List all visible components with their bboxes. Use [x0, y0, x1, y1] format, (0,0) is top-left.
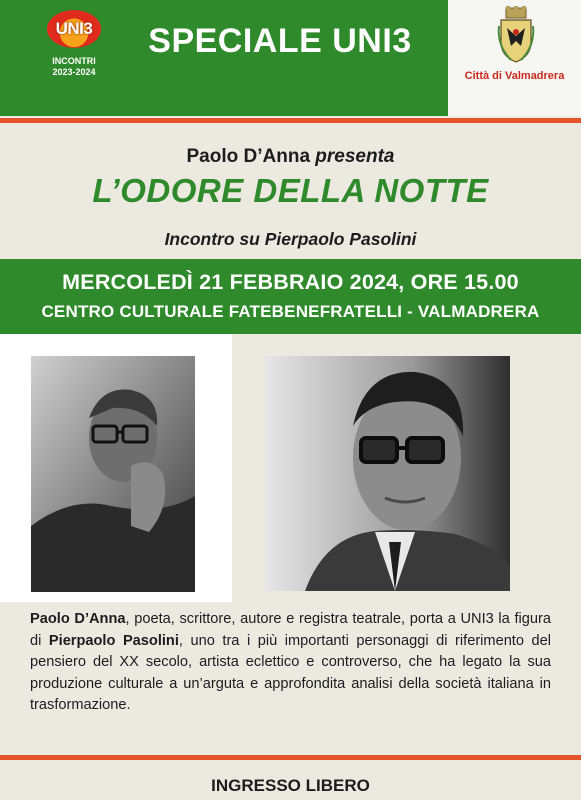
uni3-logo-text: UNI3: [55, 19, 93, 38]
presenter-line: [0, 146, 581, 168]
logo-season: 2023-2024: [52, 67, 96, 77]
city-name: Città di Valmadrera: [464, 70, 565, 82]
city-crest-icon: [497, 6, 535, 64]
portrait-illustration-left: [31, 356, 195, 592]
description-name-danna: Paolo D’Anna: [30, 611, 126, 627]
photo-pierpaolo-pasolini: [265, 356, 510, 591]
description-name-pasolini: Pierpaolo Pasolini: [48, 632, 179, 649]
event-title: L’ODORE DELLA NOTTE: [92, 172, 489, 209]
city-logo-box: [448, 0, 581, 116]
uni3-logo-badge: [47, 10, 101, 48]
event-date-time: MERCOLEDÌ 21 FEBBRAIO 2024, ORE 15.00: [62, 270, 519, 294]
header-title: SPECIALE UNI3: [148, 22, 412, 60]
logo-incontri: INCONTRI: [52, 56, 96, 66]
orange-divider-bottom: [0, 755, 581, 760]
portrait-illustration-right: [265, 356, 510, 591]
event-subtitle: Incontro su Pierpaolo Pasolini: [164, 229, 417, 249]
uni3-logo: [42, 10, 106, 98]
event-venue: CENTRO CULTURALE FATEBENEFRATELLI - VALMADRERA: [41, 302, 540, 321]
event-description: [30, 609, 551, 717]
free-entry-label: INGRESSO LIBERO: [211, 776, 370, 795]
description-text-part2: , uno tra i più importanti personaggi di riferimento del pensiero del XX secolo, artista eclettico e controverso, che ha legato la sua produzione culturale a un’arguta e approfondita analisi della società italiana in trasformazione.: [30, 632, 551, 714]
presenter-name: Paolo D’Anna: [186, 146, 311, 167]
description-text-part1: , poeta, scrittore, autore e registra teatrale, porta a UNI3 la figura di: [30, 611, 551, 649]
orange-divider-top: [0, 118, 581, 123]
photo-paolo-danna: [31, 356, 195, 592]
presents-word: presenta: [315, 146, 395, 167]
